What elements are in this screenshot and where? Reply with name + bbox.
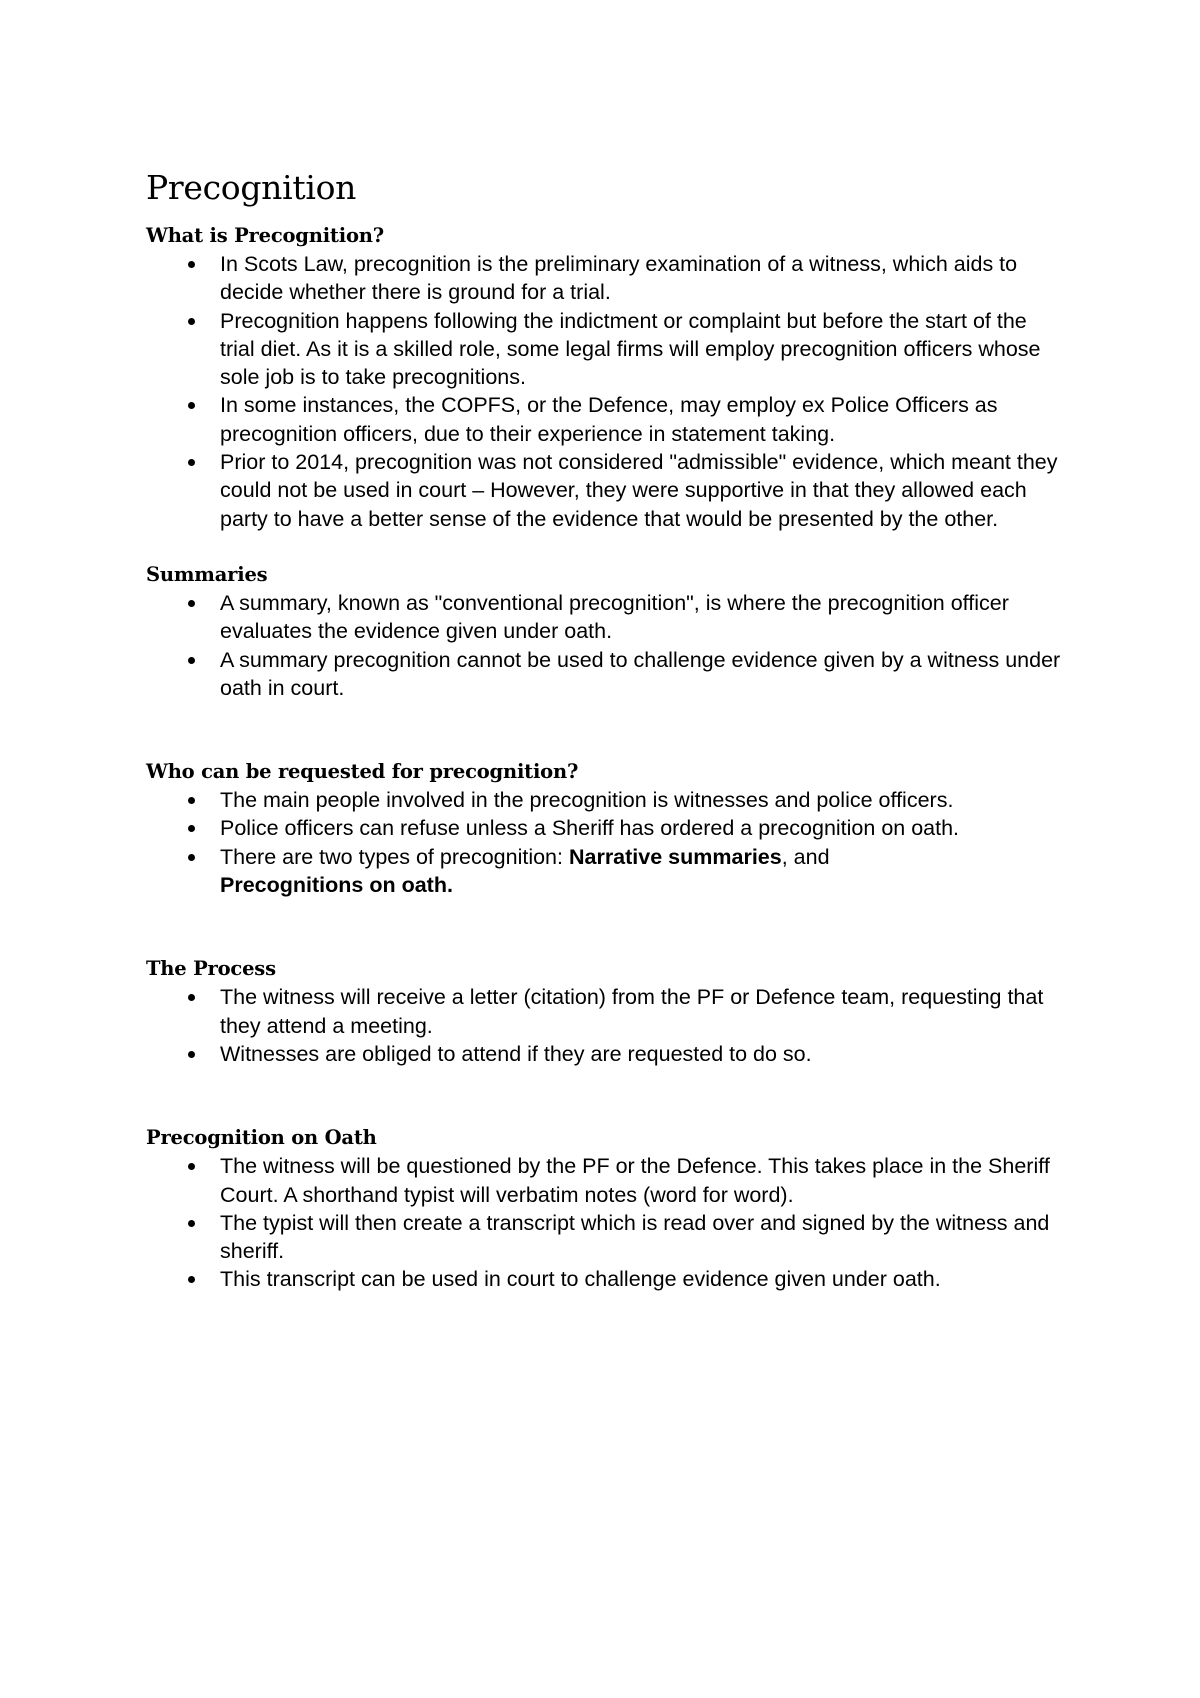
list-item-text: Witnesses are obliged to attend if they are requested to do so. [220, 1041, 812, 1066]
list-item-text: This transcript can be used in court to challenge evidence given under oath. [220, 1267, 941, 1292]
list-item-text: The main people involved in the precognition is witnesses and police officers. [220, 788, 954, 813]
spacer [146, 1068, 1066, 1124]
bullet-icon [188, 1276, 195, 1283]
section-heading: The Process [146, 957, 276, 981]
list-item-text: The witness will receive a letter (citation) from the PF or Defence team, requesting that they attend a meeting. [220, 985, 1044, 1038]
bullet-icon [188, 854, 195, 861]
section-summaries [146, 561, 1066, 702]
bullet-icon [188, 1163, 195, 1170]
list-item-text-prefix: There are two types of precognition: [220, 844, 569, 869]
section-what-is-precognition [146, 222, 1066, 533]
list-item [146, 250, 1066, 307]
spacer [146, 899, 1066, 955]
bullet-icon [188, 600, 195, 607]
spacer [146, 702, 1066, 758]
list-item [146, 814, 1066, 842]
list-item [146, 448, 1066, 533]
section-the-process [146, 955, 1066, 1068]
list-item-text: Precognition happens following the indictment or complaint but before the start of the trial diet. As it is a skilled role, some legal firms will employ precognition officers whose sole job is to take precognitions. [220, 308, 1041, 390]
bullet-icon [188, 1051, 195, 1058]
narrative-summaries-text: Narrative summaries [568, 844, 782, 869]
list-item [146, 843, 1066, 900]
precognitions-on-oath-text: Precognitions on oath. [220, 873, 453, 898]
bullet-list [146, 589, 1066, 702]
bullet-icon [188, 1220, 195, 1227]
bullet-icon [188, 657, 195, 664]
document-title: Precognition [146, 168, 357, 207]
list-item-text: A summary, known as "conventional precognition", is where the precognition officer evaluates the evidence given under oath. [220, 590, 1009, 644]
list-item [146, 589, 1066, 646]
list-item-text: Police officers can refuse unless a Sheriff has ordered a precognition on oath. [220, 816, 960, 841]
list-item [146, 646, 1066, 703]
list-item-text: The witness will be questioned by the PF or the Defence. This takes place in the Sheriff Court. A shorthand typist will verbatim notes (word for word). [220, 1154, 1050, 1207]
section-who-can-be-requested [146, 758, 1066, 899]
bullet-icon [188, 994, 195, 1001]
document-body [146, 168, 1066, 1294]
list-item [146, 1209, 1066, 1266]
bullet-icon [188, 825, 195, 832]
list-item [146, 983, 1066, 1040]
list-item [146, 307, 1066, 392]
list-item [146, 391, 1066, 448]
bullet-icon [188, 797, 195, 804]
section-heading: Precognition on Oath [146, 1126, 377, 1150]
bullet-icon [188, 261, 195, 268]
list-item [146, 786, 1066, 814]
list-item-text: Prior to 2014, precognition was not considered "admissible" evidence, which meant they could not be used in court – However, they were supportive in that they allowed each party to have a better sense of the evidence that would be presented by the other. [220, 450, 1058, 531]
section-heading: Who can be requested for precognition? [146, 760, 579, 784]
bullet-list [146, 786, 1066, 899]
section-heading: Summaries [146, 562, 268, 586]
list-item-text: A summary precognition cannot be used to challenge evidence given by a witness under oath in court. [220, 647, 1061, 700]
spacer [146, 533, 1066, 561]
section-heading: What is Precognition? [146, 224, 384, 247]
list-item-text: In some instances, the COPFS, or the Defence, may employ ex Police Officers as precognition officers, due to their experience in statement taking. [220, 393, 998, 446]
list-item [146, 1265, 1066, 1293]
bullet-list [146, 250, 1066, 533]
list-item-text: The typist will then create a transcript which is read over and signed by the witness and sheriff. [220, 1210, 1050, 1264]
list-item-text: In Scots Law, precognition is the preliminary examination of a witness, which aids to decide whether there is ground for a trial. [220, 252, 1018, 305]
bullet-list [146, 983, 1066, 1068]
bullet-icon [188, 318, 195, 325]
list-item [146, 1152, 1066, 1209]
list-item [146, 1040, 1066, 1068]
bullet-icon [188, 459, 195, 466]
bullet-list [146, 1152, 1066, 1293]
section-precognition-on-oath [146, 1124, 1066, 1293]
bullet-icon [188, 402, 195, 409]
list-item-text-middle: , and [781, 844, 830, 869]
